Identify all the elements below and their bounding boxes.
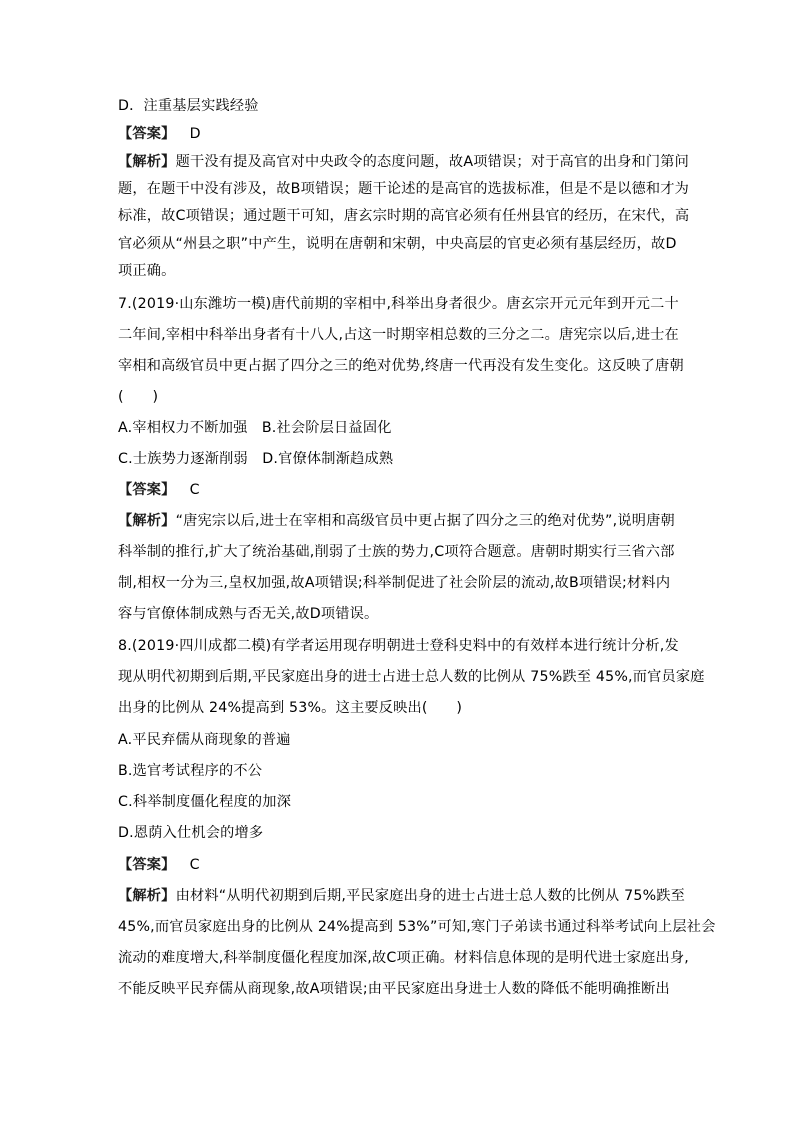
- answer-value: C: [189, 482, 200, 498]
- analysis-line: 题，在题干中没有涉及，故B项错误；题干论述的是高官的选拔标准，但是不是以德和才为: [118, 181, 690, 197]
- question-8-option: D.恩荫入仕机会的增多: [118, 825, 264, 841]
- question-7-options: C.士族势力逐渐削弱 D.官僚体制渐趋成熟: [118, 451, 394, 467]
- question-8-line: 8.(2019·四川成都二模)有学者运用现存明朝进士登科史料中的有效样本进行统计分析,发: [118, 638, 679, 654]
- analysis-line: 流动的难度增大,科举制度僵化程度加深,故C项正确。材料信息体现的是明代进士家庭出身,: [118, 950, 689, 966]
- question-7-line: 宰相和高级官员中更占据了四分之三的绝对优势,终唐一代再没有发生变化。这反映了唐朝: [118, 358, 684, 374]
- analysis-line: 【解析】由材料“从明代初期到后期,平民家庭出身的进士占进士总人数的比例从 75%跌至: [118, 888, 686, 904]
- answer-line: [118, 855, 200, 875]
- question-8-option: B.选官考试程序的不公: [118, 763, 263, 779]
- question-7-line: 7.(2019·山东潍坊一模)唐代前期的宰相中,科举出身者很少。唐玄宗开元元年到开元二十: [118, 296, 679, 312]
- answer-label: 【答案】: [118, 482, 176, 498]
- answer-label: 【答案】: [118, 126, 176, 142]
- answer-label: 【答案】: [118, 857, 176, 873]
- answer-value: D: [189, 126, 201, 142]
- question-8-option: A.平民弃儒从商现象的普遍: [118, 732, 291, 748]
- analysis-line: 制,相权一分为三,皇权加强,故A项错误;科举制促进了社会阶层的流动,故B项错误;材料内: [118, 575, 671, 591]
- question-7-line: ( ): [118, 389, 159, 405]
- analysis-line: 【解析】“唐宪宗以后,进士在宰相和高级官员中更占据了四分之三的绝对优势”,说明唐朝: [118, 513, 675, 529]
- analysis-line: 官必须从“州县之职”中产生，说明在唐朝和宋朝，中央高层的官吏必须有基层经历，故D: [118, 236, 677, 252]
- question-7-options: A.宰相权力不断加强 B.社会阶层日益固化: [118, 420, 392, 436]
- option-d-line: D．注重基层实践经验: [118, 98, 259, 114]
- analysis-label: 【解析】: [118, 888, 176, 904]
- question-8-line: 现从明代初期到后期,平民家庭出身的进士占进士总人数的比例从 75%跌至 45%,而官员家庭: [118, 669, 705, 685]
- question-8-option: C.科举制度僵化程度的加深: [118, 794, 292, 810]
- analysis-line: 45%,而官员家庭出身的比例从 24%提高到 53%”可知,寒门子弟读书通过科举考试向上层社会: [118, 919, 716, 935]
- question-7-line: 二年间,宰相中科举出身者有十八人,占这一时期宰相总数的三分之二。唐宪宗以后,进士在: [118, 327, 679, 343]
- answer-line: [118, 480, 200, 500]
- analysis-line: 标准，故C项错误；通过题干可知，唐玄宗时期的高官必须有任州县官的经历，在宋代，高: [118, 208, 690, 224]
- analysis-label: 【解析】: [118, 513, 176, 529]
- analysis-line: 不能反映平民弃儒从商现象,故A项错误;由平民家庭出身进士人数的降低不能明确推断出: [118, 981, 670, 997]
- analysis-line: 容与官僚体制成熟与否无关,故D项错误。: [118, 606, 379, 622]
- answer-line: [118, 124, 201, 144]
- analysis-line: 项正确。: [118, 263, 176, 279]
- analysis-line: 【解析】题干没有提及高官对中央政令的态度问题，故A项错误；对于高官的出身和门第问: [118, 154, 690, 170]
- analysis-label: 【解析】: [118, 154, 176, 170]
- answer-value: C: [189, 857, 200, 873]
- question-8-line: 出身的比例从 24%提高到 53%。这主要反映出( ): [118, 700, 463, 716]
- analysis-line: 科举制的推行,扩大了统治基础,削弱了士族的势力,C项符合题意。唐朝时期实行三省六部: [118, 544, 675, 560]
